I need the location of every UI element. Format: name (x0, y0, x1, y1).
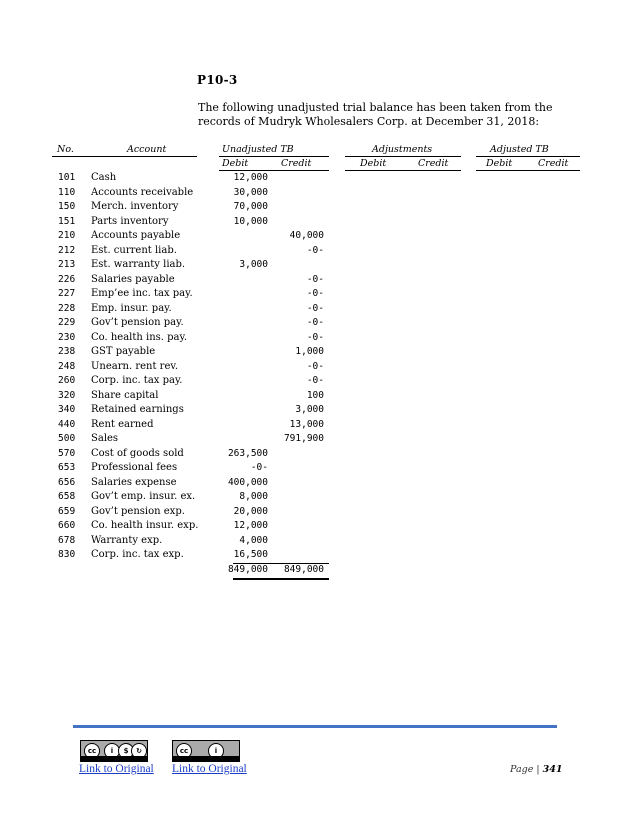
account-number: 226 (58, 273, 76, 285)
table-row (0, 187, 630, 202)
table-row (0, 520, 630, 535)
header-rule-unadjusted (219, 156, 329, 157)
account-name: Salaries expense (91, 476, 177, 488)
header-no: No. (57, 144, 74, 155)
unadjusted-credit: -0- (306, 288, 324, 299)
account-number: 678 (58, 534, 76, 546)
unadjusted-credit: 100 (306, 389, 324, 401)
header-rule-adjusted (476, 156, 580, 157)
unadjusted-credit: 13,000 (289, 418, 324, 430)
account-number: 656 (58, 476, 76, 488)
table-row (0, 506, 630, 521)
account-number: 658 (58, 491, 76, 502)
problem-title: P10-3 (197, 73, 238, 87)
table-row (0, 448, 630, 463)
account-name: Sales (91, 433, 119, 444)
table-row (0, 230, 630, 245)
unadjusted-debit: 263,500 (227, 447, 268, 459)
table-row (0, 172, 630, 187)
account-name: Gov’t pension pay. (91, 317, 184, 328)
account-name: Share capital (91, 389, 159, 401)
unadjusted-debit: 20,000 (233, 505, 268, 517)
total-double-rule (233, 578, 329, 580)
sub-adjtb-credit: Credit (538, 158, 569, 169)
sub-unadj-credit: Credit (281, 158, 312, 169)
unadjusted-credit: -0- (306, 360, 324, 372)
account-number: 228 (58, 302, 76, 314)
cc-icon: cc (176, 743, 192, 759)
account-number: 212 (58, 244, 76, 256)
total-credit: 849,000 (283, 564, 324, 575)
unadjusted-debit: 10,000 (233, 215, 268, 227)
link-to-original-1[interactable]: Link to Original (79, 763, 154, 775)
subheader-rule-adjustments (345, 170, 461, 171)
account-number: 110 (58, 186, 76, 198)
page-prefix: Page | (510, 764, 540, 775)
unadjusted-debit: 400,000 (227, 476, 268, 488)
account-number: 238 (58, 346, 76, 357)
account-name: Co. health ins. pay. (91, 331, 188, 343)
header-rule-left (52, 156, 197, 157)
sub-unadj-debit: Debit (222, 158, 249, 169)
account-number: 210 (58, 230, 76, 241)
account-name: Professional fees (91, 462, 178, 473)
unadjusted-credit: 3,000 (295, 404, 324, 415)
badge-band (81, 756, 147, 761)
header-adjustments: Adjustments (372, 144, 433, 155)
table-row (0, 288, 630, 303)
account-name: Gov’t pension exp. (91, 505, 185, 517)
page-number: 341 (542, 764, 563, 775)
table-row (0, 317, 630, 332)
table-row (0, 375, 630, 390)
table-row (0, 404, 630, 419)
subheader-rule-unadjusted (219, 170, 329, 171)
account-number: 340 (58, 404, 76, 415)
account-name: Parts inventory (91, 215, 169, 227)
account-number: 500 (58, 433, 76, 444)
sub-adjtb-debit: Debit (486, 158, 513, 169)
table-row (0, 361, 630, 376)
account-name: Emp’ee inc. tax pay. (91, 288, 193, 299)
account-name: Gov’t emp. insur. ex. (91, 491, 196, 502)
account-name: Co. health insur. exp. (91, 520, 199, 531)
account-name: Est. warranty liab. (91, 259, 186, 270)
account-number: 570 (58, 447, 76, 459)
unadjusted-credit: -0- (306, 375, 324, 386)
account-name: Emp. insur. pay. (91, 302, 172, 314)
sharealike-icon: ↻ (131, 743, 147, 759)
account-number: 260 (58, 375, 76, 386)
header-unadjusted: Unadjusted TB (222, 144, 294, 155)
account-name: GST payable (91, 346, 156, 357)
unadjusted-debit: 30,000 (233, 186, 268, 198)
unadjusted-debit: 12,000 (233, 520, 268, 531)
account-name: Cost of goods sold (91, 447, 184, 459)
table-row (0, 491, 630, 506)
table-row (0, 390, 630, 405)
account-name: Warranty exp. (91, 534, 163, 546)
table-row (0, 332, 630, 347)
unadjusted-debit: 12,000 (233, 172, 268, 183)
account-number: 230 (58, 331, 76, 343)
account-name: Cash (91, 172, 117, 183)
unadjusted-credit: -0- (306, 244, 324, 256)
intro-line-2: records of Mudryk Wholesalers Corp. at December 31, 2018: (198, 115, 540, 128)
account-name: Est. current liab. (91, 244, 177, 256)
unadjusted-credit: -0- (306, 331, 324, 343)
account-number: 653 (58, 462, 76, 473)
account-number: 227 (58, 288, 76, 299)
page-number-label (510, 764, 562, 775)
account-name: Accounts payable (91, 230, 181, 241)
table-row (0, 477, 630, 492)
link-to-original-2[interactable]: Link to Original (172, 763, 247, 775)
table-row (0, 245, 630, 260)
account-number: 440 (58, 418, 76, 430)
sub-adj-credit: Credit (418, 158, 449, 169)
account-number: 660 (58, 520, 76, 531)
account-number: 248 (58, 360, 76, 372)
attribution-icon: i (104, 743, 120, 759)
unadjusted-debit: 16,500 (233, 549, 268, 560)
unadjusted-credit: -0- (306, 273, 324, 285)
table-row (0, 462, 630, 477)
noncommercial-icon: $ (118, 743, 134, 759)
total-debit: 849,000 (227, 564, 268, 575)
table-row (0, 274, 630, 289)
subheader-rule-adjusted (476, 170, 580, 171)
account-number: 320 (58, 389, 76, 401)
header-account: Account (127, 144, 167, 155)
account-number: 659 (58, 505, 76, 517)
attribution-icon: i (208, 743, 224, 759)
account-name: Salaries payable (91, 273, 175, 285)
header-adjusted: Adjusted TB (490, 144, 549, 155)
table-row (0, 303, 630, 318)
account-name: Unearn. rent rev. (91, 360, 179, 372)
unadjusted-debit: 8,000 (239, 491, 268, 502)
account-name: Rent earned (91, 418, 154, 430)
sub-adj-debit: Debit (360, 158, 387, 169)
table-row (0, 419, 630, 434)
account-name: Accounts receivable (91, 186, 194, 198)
table-row (0, 201, 630, 216)
unadjusted-credit: 40,000 (289, 230, 324, 241)
footer-rule (73, 725, 557, 728)
unadjusted-credit: -0- (306, 302, 324, 314)
account-name: Retained earnings (91, 404, 184, 415)
unadjusted-credit: -0- (306, 317, 324, 328)
table-row (0, 535, 630, 550)
account-number: 830 (58, 549, 76, 560)
unadjusted-debit: 4,000 (239, 534, 268, 546)
cc-by-nc-sa-badge[interactable] (80, 740, 148, 762)
account-name: Corp. inc. tax exp. (91, 549, 184, 560)
unadjusted-debit: -0- (250, 462, 268, 473)
table-row (0, 216, 630, 231)
unadjusted-credit: 1,000 (295, 346, 324, 357)
table-row (0, 346, 630, 361)
account-number: 151 (58, 215, 76, 227)
account-name: Corp. inc. tax pay. (91, 375, 183, 386)
account-number: 150 (58, 201, 76, 212)
badge-band (173, 756, 239, 761)
account-name: Merch. inventory (91, 201, 179, 212)
account-number: 229 (58, 317, 76, 328)
unadjusted-credit: 791,900 (283, 433, 324, 444)
cc-by-badge[interactable] (172, 740, 240, 762)
unadjusted-debit: 3,000 (239, 259, 268, 270)
cc-icon: cc (84, 743, 100, 759)
table-row (0, 259, 630, 274)
account-number: 101 (58, 172, 76, 183)
intro-line-1: The following unadjusted trial balance has been taken from the (198, 101, 553, 114)
table-row (0, 433, 630, 448)
table-row (0, 549, 630, 564)
totals-row (0, 564, 630, 579)
unadjusted-debit: 70,000 (233, 201, 268, 212)
header-rule-adjustments (345, 156, 461, 157)
account-number: 213 (58, 259, 76, 270)
